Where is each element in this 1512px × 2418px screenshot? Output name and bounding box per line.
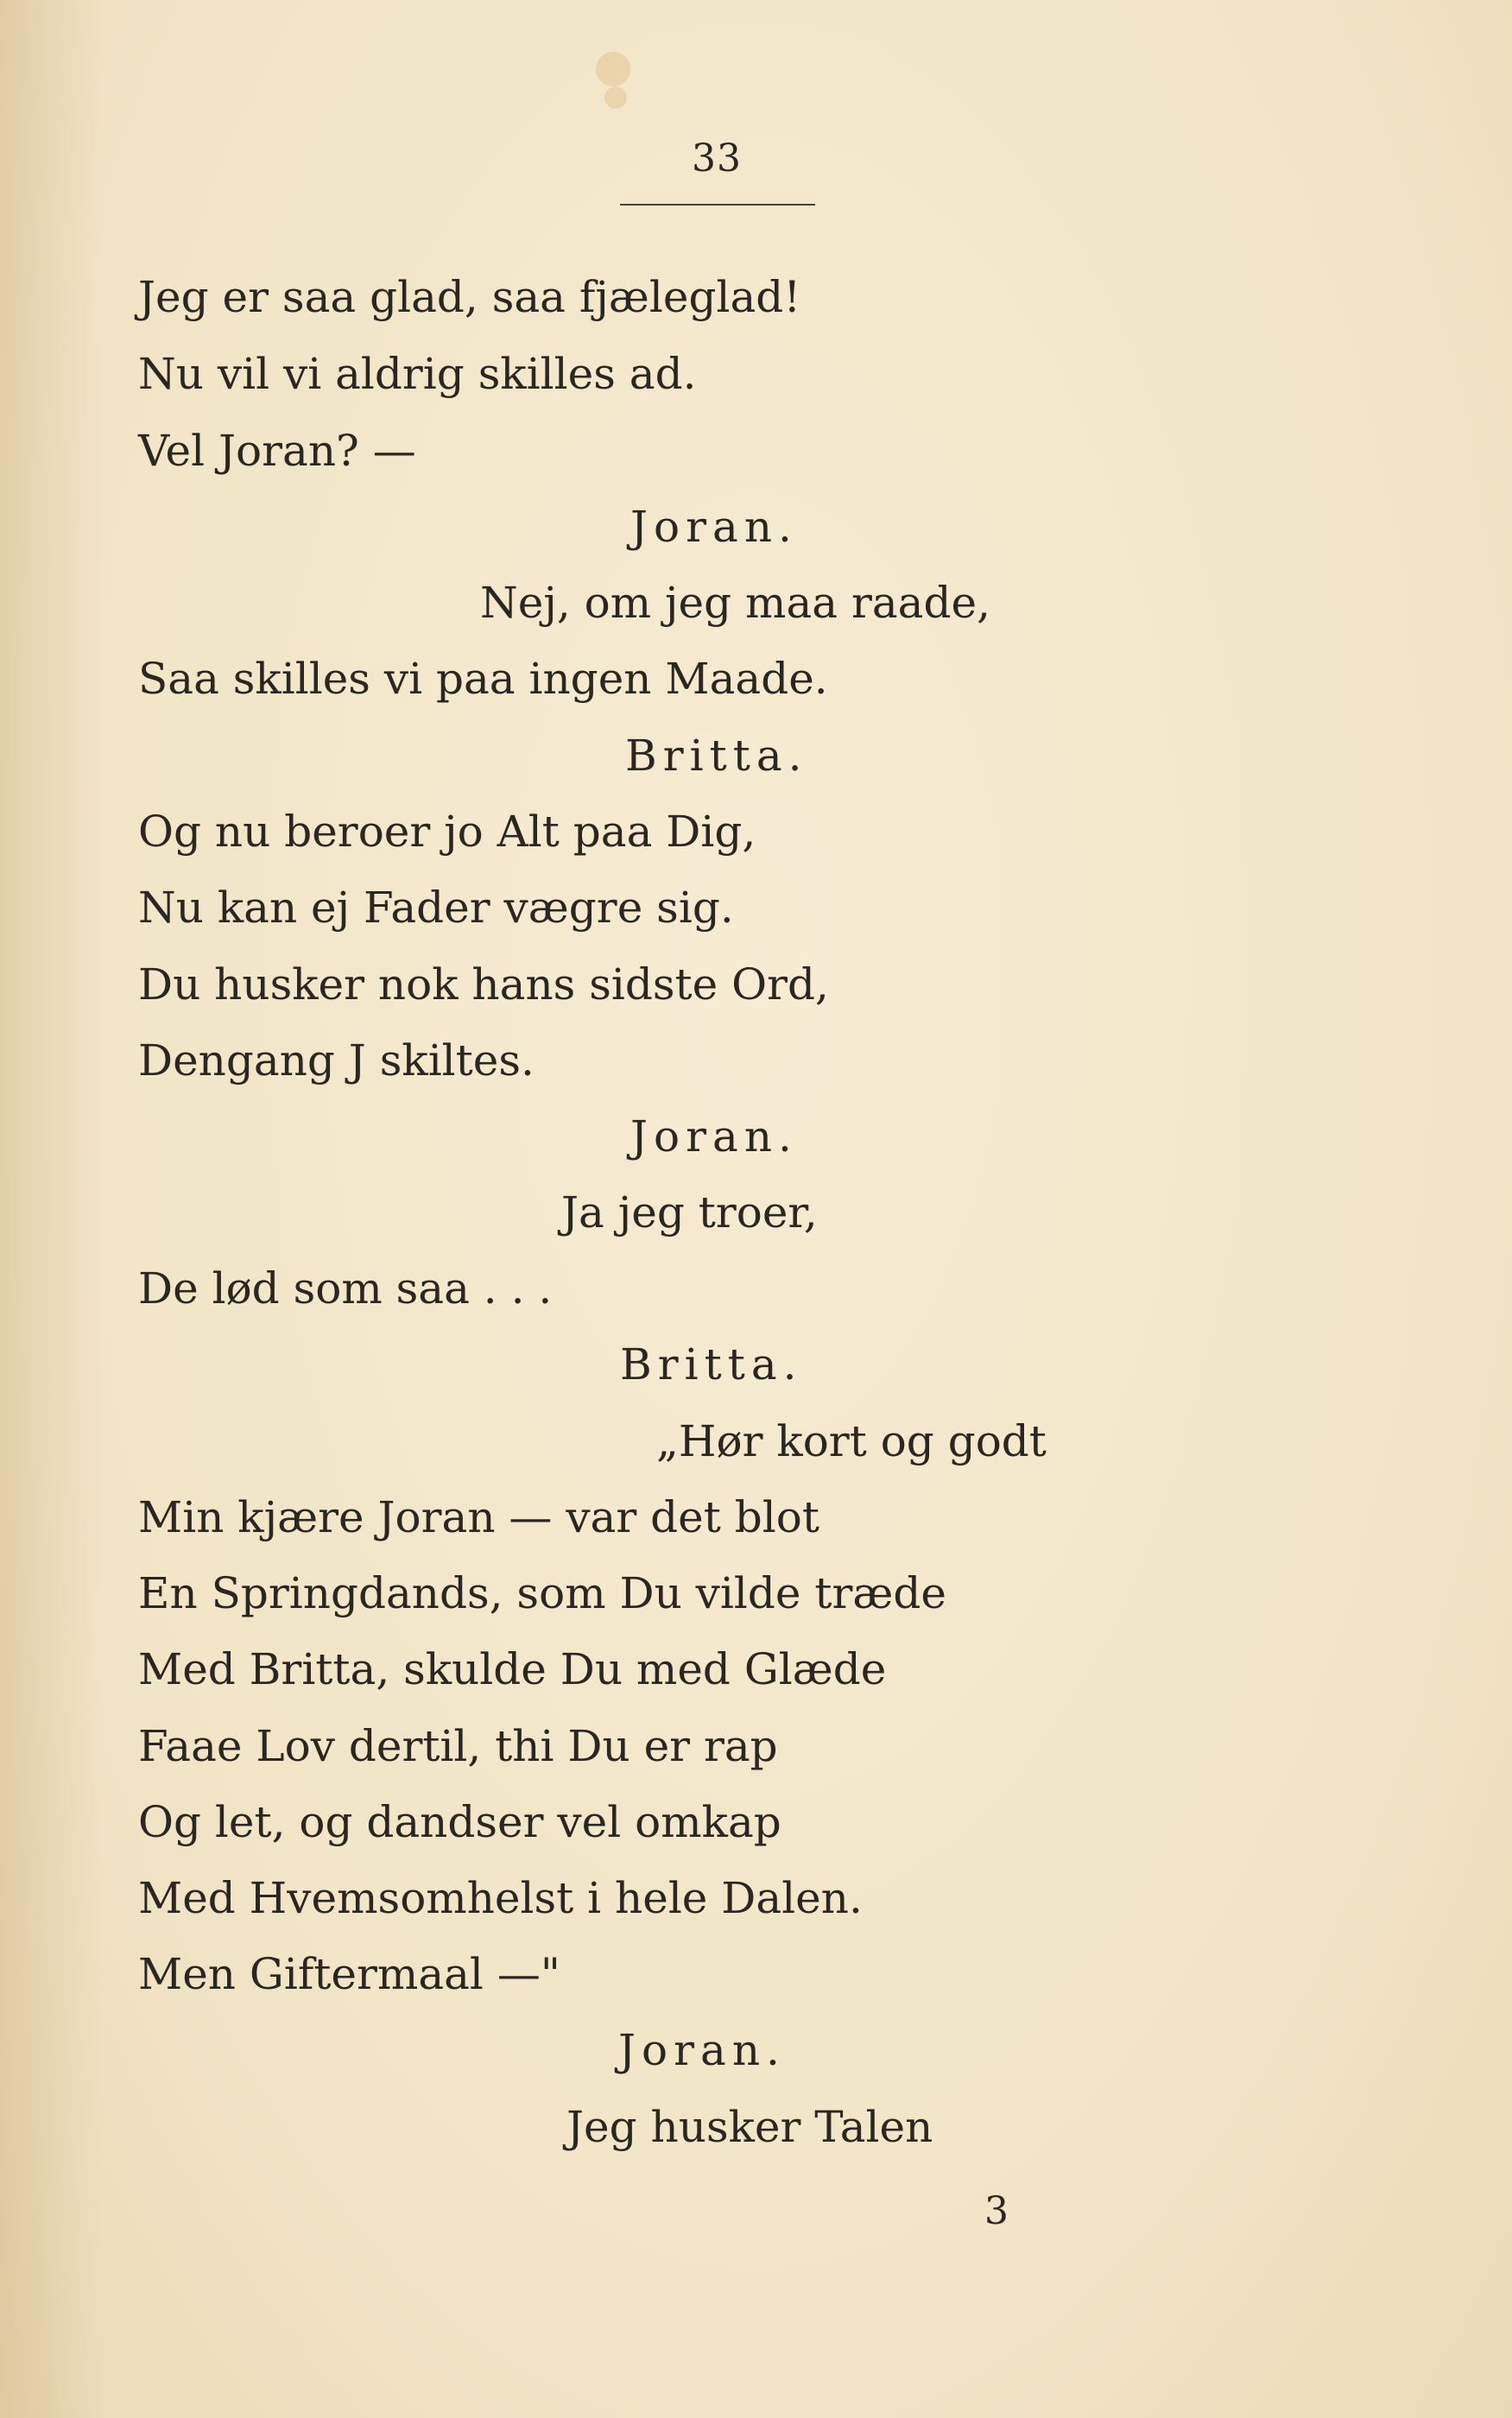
verse-line: Nu kan ej Fader vægre sig. — [138, 883, 734, 933]
verse-line: Min kjære Joran — var det blot — [138, 1492, 819, 1542]
verse-line: Du husker nok hans sidste Ord, — [138, 959, 829, 1010]
signature-mark: 3 — [984, 2189, 1009, 2233]
verse-line: De lød som saa . . . — [138, 1263, 553, 1313]
verse-line: Med Britta, skulde Du med Glæde — [138, 1644, 887, 1694]
page-number: 33 — [692, 136, 742, 180]
speaker-name: Britta. — [620, 1339, 803, 1389]
verse-line: Jeg er saa glad, saa fjæleglad! — [138, 272, 801, 322]
foxing-spot — [596, 52, 630, 86]
verse-line: „Hør kort og godt — [656, 1416, 1047, 1466]
verse-line: Saa skilles vi paa ingen Maade. — [138, 654, 828, 704]
verse-line: Jeg husker Talen — [566, 2102, 933, 2152]
foxing-spot — [604, 86, 627, 109]
verse-line: Nej, om jeg maa raade, — [480, 578, 990, 628]
verse-line: Nu vil vi aldrig skilles ad. — [138, 349, 697, 399]
verse-line: Vel Joran? — — [138, 426, 416, 476]
verse-line: Med Hvemsomhelst i hele Dalen. — [138, 1873, 863, 1923]
speaker-name: Joran. — [630, 1111, 798, 1162]
speaker-name: Joran. — [618, 2025, 786, 2075]
verse-line: Dengang J skiltes. — [138, 1035, 535, 1086]
verse-line: Ja jeg troer, — [561, 1187, 818, 1237]
verse-line: Og nu beroer jo Alt paa Dig, — [138, 807, 756, 857]
speaker-name: Joran. — [630, 502, 798, 552]
verse-line: Faae Lov dertil, thi Du er rap — [138, 1721, 778, 1771]
speaker-name: Britta. — [625, 731, 808, 781]
verse-line: En Springdands, som Du vilde træde — [138, 1568, 946, 1618]
verse-line: Og let, og dandser vel omkap — [138, 1797, 781, 1847]
verse-line: Men Giftermaal —" — [138, 1949, 560, 1999]
header-rule — [620, 204, 815, 206]
